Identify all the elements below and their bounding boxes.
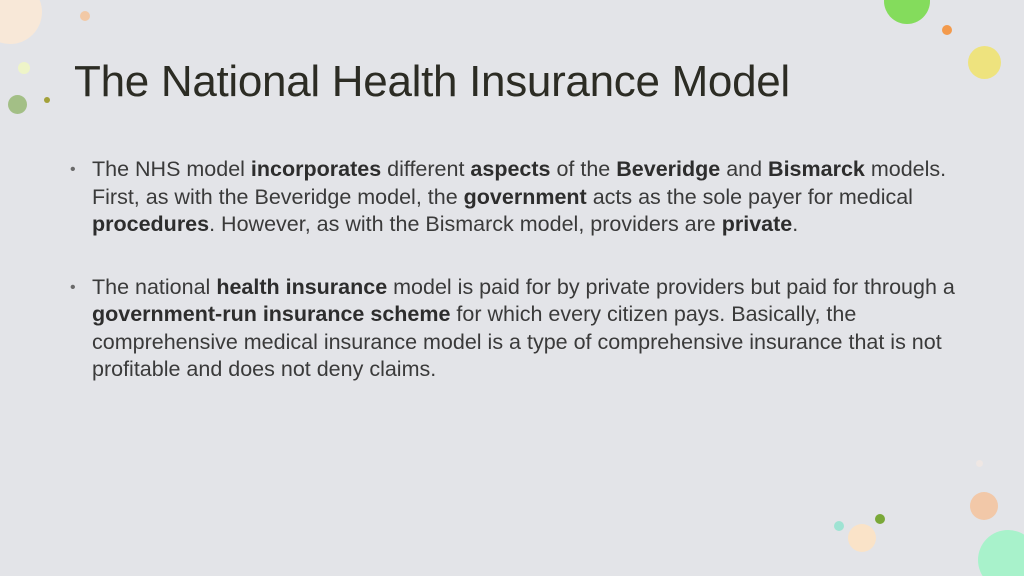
bullet-item (70, 156, 960, 239)
text-run: The NHS model (92, 157, 251, 181)
decorative-dot (970, 492, 998, 520)
bullet-icon: • (70, 161, 76, 178)
bullet-text (92, 156, 960, 239)
decorative-dot (18, 62, 30, 74)
text-run: . (792, 212, 799, 236)
bold-text-run: Beveridge (616, 157, 721, 181)
decorative-dot (976, 460, 983, 467)
text-run: acts as the sole payer for medical (586, 184, 913, 209)
decorative-dot (80, 11, 90, 21)
bullet-text (92, 274, 960, 384)
bullet-icon: • (70, 278, 76, 296)
decorative-dot (875, 514, 885, 524)
bold-text-run: private (721, 212, 793, 236)
decorative-dot (834, 521, 844, 531)
decorative-dot (44, 97, 50, 103)
text-run: of the (550, 157, 617, 181)
text-run: The national (92, 274, 217, 299)
decorative-dot (884, 0, 930, 24)
bold-text-run: health insurance (216, 274, 388, 299)
decorative-dot (978, 530, 1024, 576)
bold-text-run: aspects (470, 157, 551, 181)
slide-title: The National Health Insurance Model (74, 57, 790, 106)
bold-text-run: procedures (92, 212, 210, 236)
text-run: . However, as with the Bismarck model, providers are (209, 212, 722, 236)
bullet-item (70, 274, 960, 384)
text-run: different (381, 157, 471, 181)
decorative-dot (942, 25, 952, 35)
text-run: model is paid for by private providers but paid for through a (387, 274, 955, 299)
bold-text-run: government (463, 184, 587, 209)
bold-text-run: Bismarck (768, 157, 865, 181)
bullet-list (70, 156, 960, 384)
decorative-dot (848, 524, 876, 552)
text-run: for which every citizen pays. Basically, the comprehensive medical insurance model is a type of comprehensive insurance that is not profitable and does not deny claims. (92, 302, 942, 381)
text-run: models. First, as with the Beveridge model, the (92, 157, 947, 209)
text-run: and (720, 157, 769, 181)
bold-text-run: incorporates (250, 157, 382, 181)
decorative-dot (8, 95, 27, 114)
decorative-dot (0, 0, 42, 44)
bold-text-run: government-run insurance scheme (92, 302, 451, 326)
